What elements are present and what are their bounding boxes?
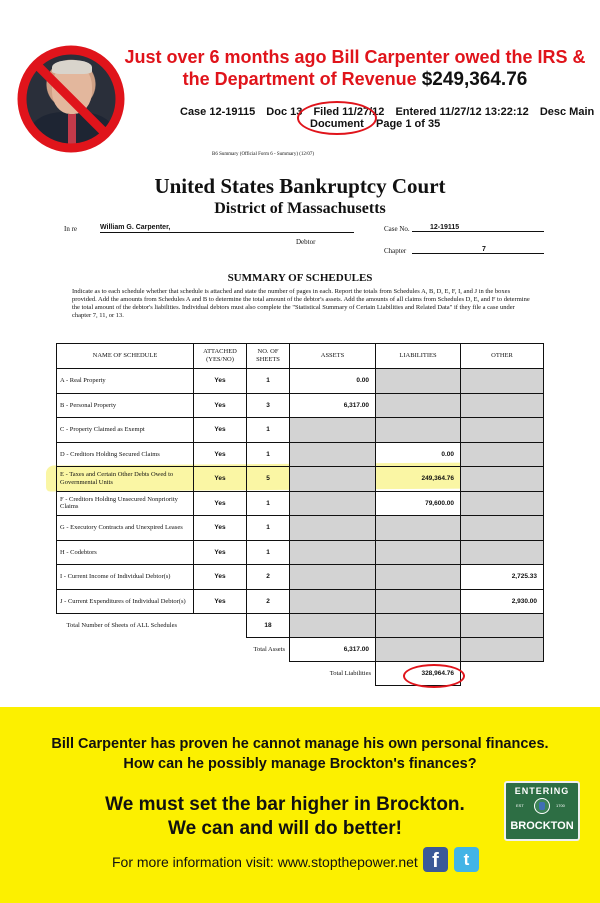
cell-name: A - Real Property [57,369,194,394]
cell-assets [290,589,376,614]
total-sheets-value: 18 [247,614,290,638]
table-header-row [57,344,544,369]
cell-assets [290,491,376,516]
filed-circle-annotation [297,101,377,135]
cell-sheets: 5 [247,467,290,492]
chapter-value: 7 [412,246,544,254]
cell-liabilities: 0.00 [376,442,461,467]
cell-name: G - Executory Contracts and Unexpired Leases [57,516,194,541]
table-row [57,589,544,614]
table-row [57,540,544,565]
total-assets-row [57,638,544,662]
cell-liabilities [376,540,461,565]
liabilities-circle-annotation [403,664,465,688]
case-no-label: Case No. [384,225,410,233]
cell-other [461,467,544,492]
total-liabilities-value: 328,964.76 [376,662,461,686]
cell-name: I - Current Income of Individual Debtor(s) [57,565,194,590]
cell-attached: Yes [194,442,247,467]
cell-liabilities [376,589,461,614]
facebook-icon[interactable]: f [423,847,448,872]
cell-other [461,442,544,467]
cell-attached: Yes [194,393,247,418]
cell-attached: Yes [194,565,247,590]
cell-name: C - Property Claimed as Exempt [57,418,194,443]
cell-attached: Yes [194,491,247,516]
table-row [57,418,544,443]
document-label: Document [310,118,364,130]
cell-name: F - Creditors Holding Unsecured Nonpriority Claims [57,491,194,516]
cell-assets: 0.00 [290,369,376,394]
case-header-line [180,106,600,118]
debtor-label: Debtor [296,238,316,246]
cell-sheets: 3 [247,393,290,418]
filed-date: Filed 11/27/12 [313,106,385,118]
cell-assets [290,565,376,590]
summary-title: SUMMARY OF SCHEDULES [227,272,373,284]
cell-sheets: 1 [247,540,290,565]
cell-attached: Yes [194,418,247,443]
cell-other [461,393,544,418]
cell-other [461,516,544,541]
chapter-label: Chapter [384,247,407,255]
table-row [57,467,544,492]
cell-assets: 6,317.00 [290,393,376,418]
footer-slogan: We must set the bar higher in Brockton. We can and will do better! [105,794,465,839]
cell-assets [290,540,376,565]
cell-name: E - Taxes and Certain Other Debts Owed to Governmental Units [57,467,194,492]
candidate-photo [16,44,126,154]
cell-attached: Yes [194,369,247,394]
cell-liabilities: 249,364.76 [376,467,461,492]
sign-year: 1700 [556,803,565,808]
sign-entering-text: ENTERING [514,786,570,796]
col-header-other: OTHER [461,344,544,369]
cell-sheets: 1 [247,369,290,394]
cell-other [461,491,544,516]
cell-sheets: 2 [247,565,290,590]
cell-liabilities [376,393,461,418]
col-header-liabilities: LIABILITIES [376,344,461,369]
website-line: For more information visit: www.stopthepower.net [112,854,418,870]
case-number: Case 12-19115 [180,106,256,118]
footer-banner [0,707,600,903]
cell-sheets: 1 [247,516,290,541]
total-sheets-row [57,614,544,638]
cell-assets [290,467,376,492]
cell-other [461,540,544,565]
cell-other [461,418,544,443]
city-seal-icon [534,798,550,814]
schedule-table [56,343,543,686]
headline-amount: $249,364.76 [421,69,528,90]
cell-sheets: 1 [247,491,290,516]
table-row [57,369,544,394]
col-header-assets: ASSETS [290,344,376,369]
cell-sheets: 2 [247,589,290,614]
cell-liabilities [376,369,461,394]
cell-liabilities: 79,600.00 [376,491,461,516]
court-title: United States Bankruptcy Court [154,174,446,198]
instructions-text: Indicate as to each schedule whether that schedule is attached and state the number of pages in each. Report the totals from Schedules A, B, D, E, F, I, and J in the boxes provided. Add the amounts from Schedules A and B to determine the total amount of the debtor's assets. Add the amounts of all claims from Schedules D, E, and F to determine the total amount of the debtor's liabilities. Individual debtors must also complete the "Statistical Summary of Certain Liabilities and Related Data" if they file a case under chapter 7, 11, or 13. [72,288,530,319]
cell-attached: Yes [194,540,247,565]
cell-name: J - Current Expenditures of Individual Debtor(s) [57,589,194,614]
table-row [57,491,544,516]
case-no-value: 12-19115 [412,224,544,232]
cell-name: D - Creditors Holding Secured Claims [57,442,194,467]
cell-liabilities [376,565,461,590]
entering-brockton-sign [504,781,580,841]
cell-attached: Yes [194,516,247,541]
in-re-label: In re [64,225,78,233]
cell-sheets: 1 [247,442,290,467]
cell-attached: Yes [194,589,247,614]
sign-city-text: BROCKTON [510,820,574,832]
footer-message: Bill Carpenter has proven he cannot manage his own personal finances. How can he possibly manage Brockton's finances? [51,736,549,772]
col-header-name: NAME OF SCHEDULE [57,344,194,369]
cell-name: B - Personal Property [57,393,194,418]
total-sheets-label: Total Number of Sheets of ALL Schedules [66,622,178,630]
cell-liabilities [376,516,461,541]
total-liabilities-row [57,662,544,686]
debtor-name: William G. Carpenter, [100,224,354,233]
cell-other: 2,930.00 [461,589,544,614]
cell-assets [290,418,376,443]
table-row [57,393,544,418]
prohibited-sign-icon [16,44,126,154]
cell-other [461,369,544,394]
form-reference: B6 Summary (Official Form 6 - Summary) (12/07) [212,152,314,157]
col-header-attached: ATTACHED (YES/NO) [194,344,247,369]
page-count: Page 1 of 35 [376,118,441,130]
twitter-icon[interactable]: t [454,847,479,872]
total-assets-value: 6,317.00 [290,638,376,662]
cell-assets [290,442,376,467]
cell-attached: Yes [194,467,247,492]
district-title: District of Massachusetts [214,200,386,217]
cell-assets [290,516,376,541]
cell-other: 2,725.33 [461,565,544,590]
cell-sheets: 1 [247,418,290,443]
doc-number: Doc 13 [266,106,303,118]
total-assets-label: Total Assets [253,646,285,654]
headline: Just over 6 months ago Bill Carpenter owed the IRS & the Department of Revenue $249,364.76 [124,47,586,90]
table-row [57,516,544,541]
entered-date: Entered 11/27/12 13:22:12 [395,106,529,118]
sign-est: EST [516,803,524,808]
total-liabilities-label: Total Liabilities [329,670,371,678]
table-row [57,565,544,590]
col-header-sheets: NO. OF SHEETS [247,344,290,369]
desc-main: Desc Main [539,106,595,118]
table-row [57,442,544,467]
cell-name: H - Codebtors [57,540,194,565]
cell-liabilities [376,418,461,443]
